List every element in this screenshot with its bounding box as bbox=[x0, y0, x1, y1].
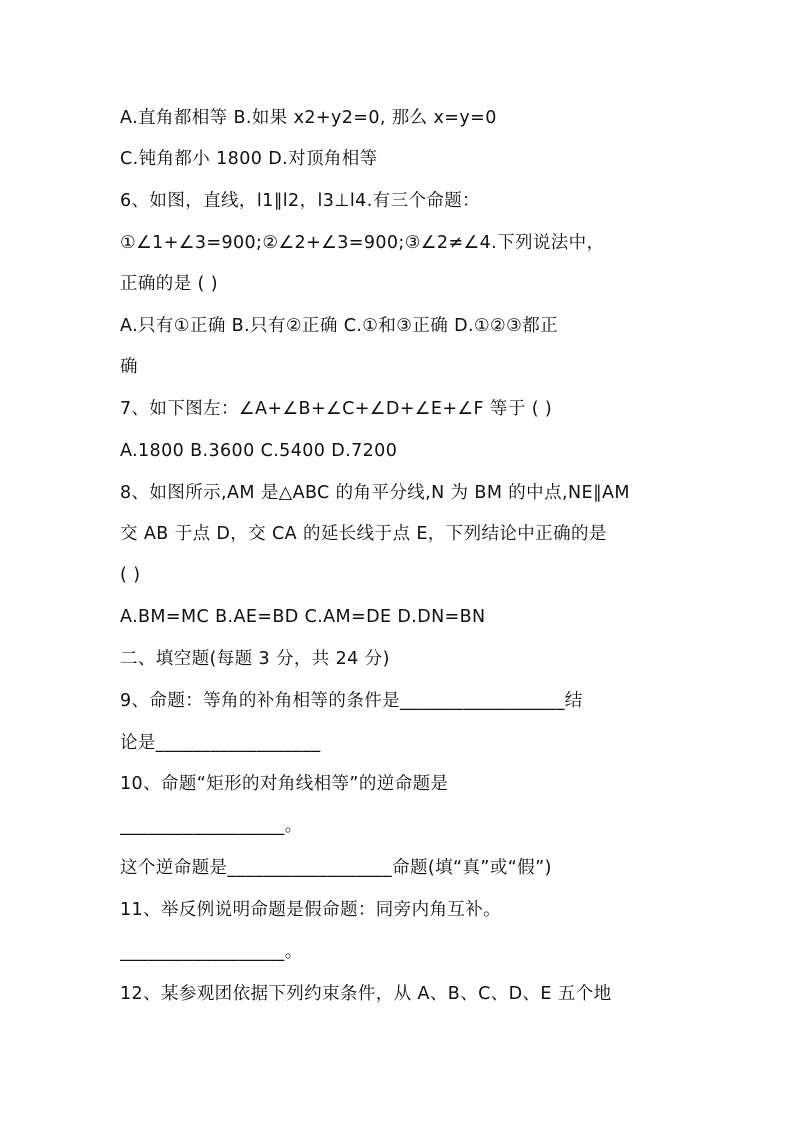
question-11-blank: __________________。 bbox=[120, 942, 303, 962]
question-7-options: A.1800 B.3600 C.5400 D.7200 bbox=[120, 441, 398, 461]
question-11-stem: 11、举反例说明命题是假命题：同旁内角互补。 bbox=[120, 900, 502, 920]
option-line-5ab: A.直角都相等 B.如果 x2+y2=0, 那么 x=y=0 bbox=[120, 108, 497, 128]
question-10-truth: 这个逆命题是__________________命题(填“真”或“假”) bbox=[120, 858, 552, 878]
question-8-options: A.BM=MC B.AE=BD C.AM=DE D.DN=BN bbox=[120, 607, 486, 627]
section-heading-fill-in: 二、填空题(每题 3 分，共 24 分) bbox=[120, 649, 390, 669]
option-line-5cd: C.钝角都小 1800 D.对顶角相等 bbox=[120, 149, 378, 169]
question-7-stem: 7、如下图左：∠A+∠B+∠C+∠D+∠E+∠F 等于 ( ) bbox=[120, 399, 553, 419]
question-10-blank: __________________。 bbox=[120, 816, 303, 836]
question-6-options-wrap: 确 bbox=[120, 357, 138, 377]
question-9-conclusion: 论是__________________ bbox=[120, 733, 321, 753]
question-8-stem: 8、如图所示,AM 是△ABC 的角平分线,N 为 BM 的中点,NE∥AM bbox=[120, 483, 630, 503]
question-10-stem: 10、命题“矩形的对角线相等”的逆命题是 bbox=[120, 774, 449, 794]
question-6-prompt: 正确的是 ( ) bbox=[120, 274, 218, 294]
question-8-stem-cont: 交 AB 于点 D，交 CA 的延长线于点 E，下列结论中正确的是 bbox=[120, 524, 607, 544]
question-9-stem: 9、命题：等角的补角相等的条件是__________________结 bbox=[120, 691, 583, 711]
question-6-options: A.只有①正确 B.只有②正确 C.①和③正确 D.①②③都正 bbox=[120, 316, 559, 336]
question-8-blank: ( ) bbox=[120, 565, 141, 585]
question-12-stem: 12、某参观团依据下列约束条件，从 A、B、C、D、E 五个地 bbox=[120, 984, 612, 1004]
question-6-stem: 6、如图，直线，l1∥l2，l3⊥l4.有三个命题： bbox=[120, 191, 481, 211]
question-6-propositions: ①∠1+∠3=900;②∠2+∠3=900;③∠2≠∠4.下列说法中， bbox=[120, 233, 605, 253]
